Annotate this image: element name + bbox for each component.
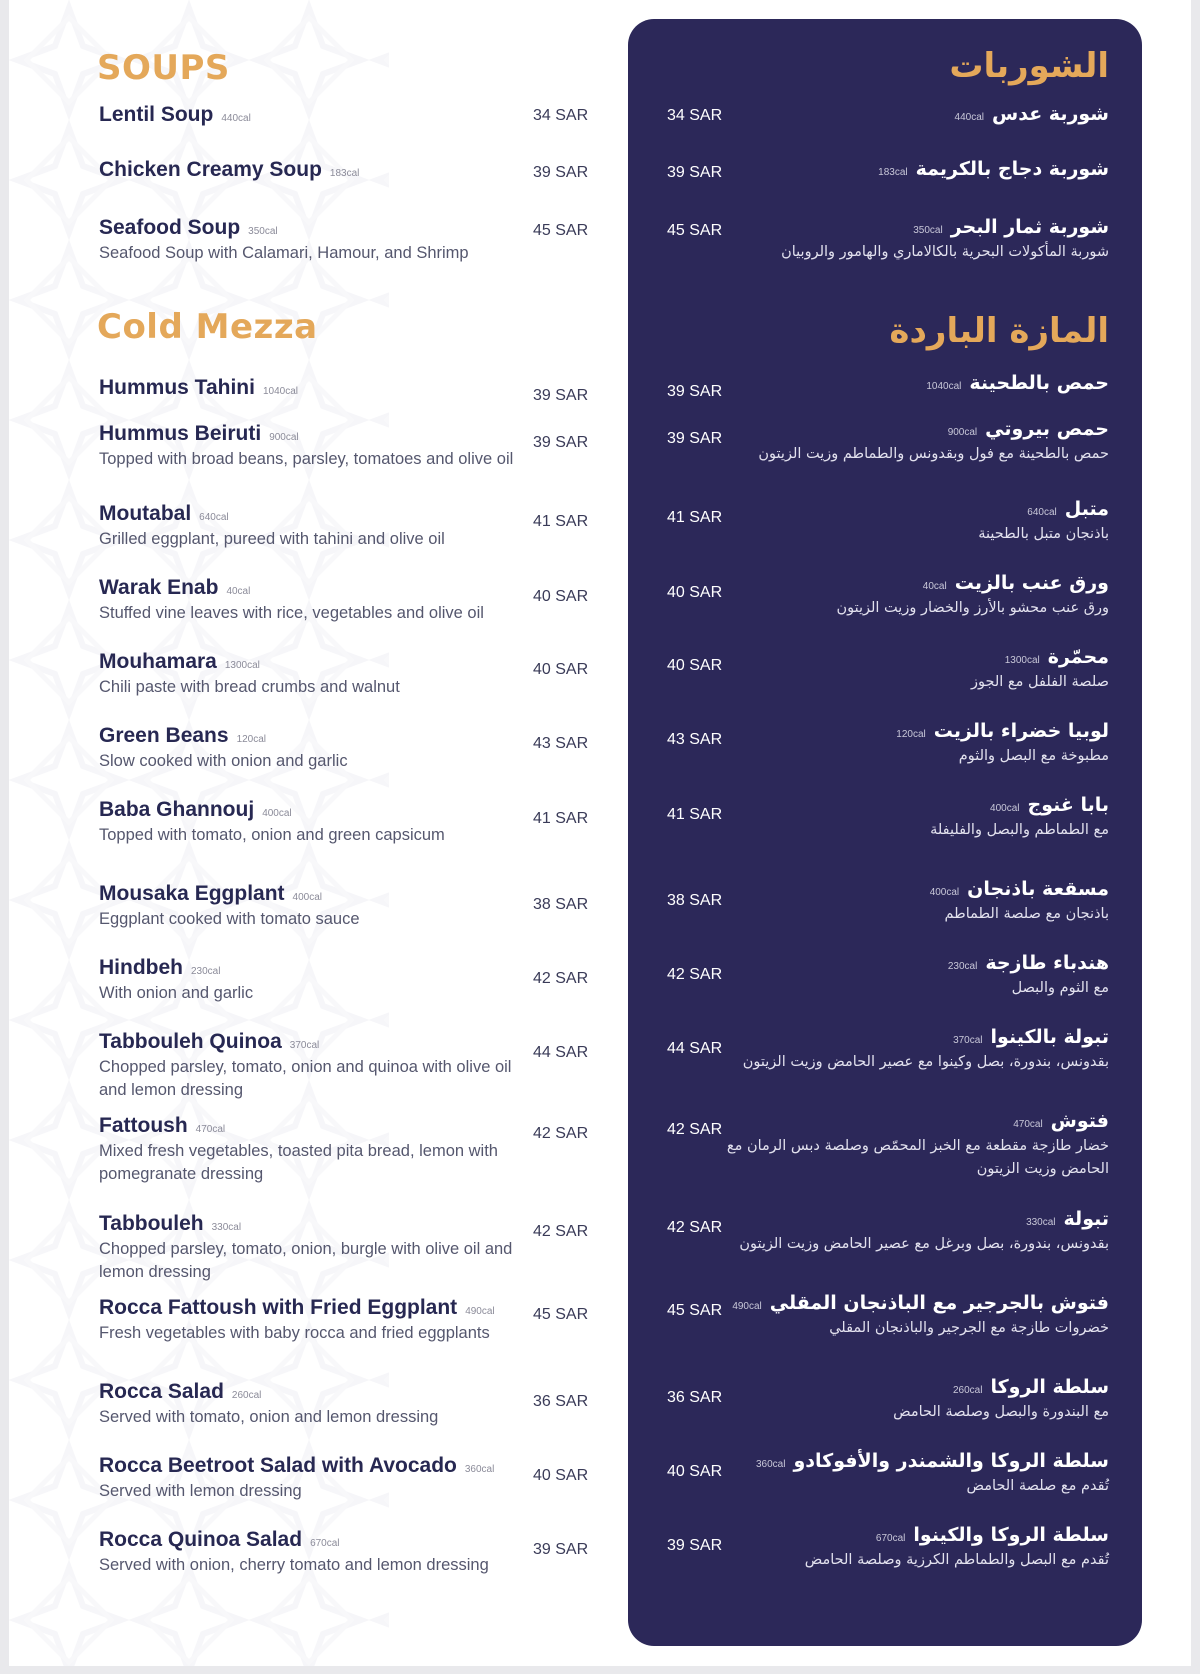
item-calories: 1300cal	[1004, 655, 1040, 666]
item-name: سلطة الروكا والشمندر والأفوكادو	[793, 1450, 1109, 1472]
item-price: 39 SAR	[533, 434, 589, 451]
item-calories: 900cal	[947, 427, 978, 438]
item-name: محمّرة	[1047, 646, 1109, 668]
item-price: 39 SAR	[533, 387, 589, 404]
item-description: Served with onion, cherry tomato and lemon dressing	[99, 1556, 489, 1574]
item-name: Mousaka Eggplant	[99, 882, 285, 905]
item-name: شوربة عدس	[992, 103, 1109, 125]
item-description: Slow cooked with onion and garlic	[99, 752, 348, 770]
item-description: صلصة الفلفل مع الجوز	[971, 674, 1109, 690]
item-name-line	[689, 1524, 1109, 1546]
item-name-line	[689, 878, 1109, 900]
item-calories: 40cal	[226, 586, 251, 597]
item-price: 45 SAR	[667, 222, 723, 239]
item-price: 44 SAR	[533, 1044, 589, 1061]
item-description: مع البندورة والبصل وصلصة الحامض	[893, 1404, 1109, 1420]
item-description: Chopped parsley, tomato, onion and quinoa with olive oil and lemon dressing	[99, 1058, 512, 1099]
item-calories: 440cal	[954, 112, 985, 123]
item-price: 42 SAR	[533, 1223, 589, 1240]
item-name: Rocca Salad	[99, 1380, 224, 1403]
item-calories: 440cal	[221, 113, 251, 124]
menu-item-ar	[689, 498, 1109, 546]
item-description: Mixed fresh vegetables, toasted pita bread, lemon with pomegranate dressing	[99, 1142, 498, 1183]
item-name-line	[689, 498, 1109, 520]
item-description: Stuffed vine leaves with rice, vegetables and olive oil	[99, 604, 484, 622]
item-calories: 120cal	[236, 734, 267, 745]
item-name: Tabbouleh	[99, 1212, 204, 1235]
item-name-line	[689, 572, 1109, 594]
item-calories: 400cal	[929, 887, 960, 898]
item-name: Lentil Soup	[99, 103, 214, 126]
item-name: تبولة	[1063, 1208, 1109, 1230]
item-price: 39 SAR	[667, 383, 723, 400]
menu-item-ar	[689, 103, 1109, 125]
item-name-line	[689, 1376, 1109, 1398]
item-name: حمص بالطحينة	[969, 372, 1109, 394]
item-price: 42 SAR	[667, 1219, 723, 1236]
item-name: سلطة الروكا والكينوا	[913, 1524, 1109, 1546]
item-price: 40 SAR	[667, 584, 723, 601]
arabic-menu-panel	[628, 19, 1142, 1646]
menu-item-en	[99, 1030, 619, 1102]
item-calories: 490cal	[465, 1306, 495, 1317]
item-name: بابا غنوج	[1027, 794, 1109, 816]
item-description: مع الطماطم والبصل والفليفلة	[930, 822, 1109, 838]
item-price: 36 SAR	[533, 1393, 589, 1410]
item-name-line	[689, 720, 1109, 742]
item-calories: 260cal	[952, 1385, 983, 1396]
item-name: مسقعة باذنجان	[967, 878, 1109, 900]
menu-item-ar	[689, 1376, 1109, 1424]
item-price: 41 SAR	[533, 513, 589, 530]
menu-item-ar	[689, 216, 1109, 264]
item-calories: 400cal	[262, 808, 292, 819]
item-description: Chili paste with bread crumbs and walnut	[99, 678, 400, 696]
item-name-line	[689, 1110, 1109, 1132]
item-description: Fresh vegetables with baby rocca and fried eggplants	[99, 1324, 490, 1342]
item-name-line	[689, 372, 1109, 394]
menu-item-ar	[689, 878, 1109, 926]
item-calories: 1300cal	[224, 660, 260, 671]
item-name: شوربة ثمار البحر	[950, 216, 1109, 238]
item-name: تبولة بالكينوا	[990, 1026, 1109, 1048]
item-name: فتوش بالجرجير مع الباذنجان المقلي	[769, 1292, 1109, 1314]
item-calories: 370cal	[289, 1040, 320, 1051]
item-price: 38 SAR	[533, 896, 589, 913]
menu-item-ar	[689, 1026, 1109, 1074]
item-name: Moutabal	[99, 502, 192, 525]
item-price: 36 SAR	[667, 1389, 723, 1406]
menu-item-ar	[689, 372, 1109, 394]
menu-item-ar	[689, 1110, 1109, 1181]
item-description: With onion and garlic	[99, 984, 254, 1002]
menu-item-ar	[689, 572, 1109, 620]
item-calories: 260cal	[231, 1390, 262, 1401]
item-calories: 360cal	[755, 1459, 786, 1470]
item-description: Grilled eggplant, pureed with tahini and olive oil	[99, 530, 445, 548]
item-name: فتوش	[1050, 1110, 1109, 1132]
item-price: 40 SAR	[667, 1463, 723, 1480]
item-name: Hummus Beiruti	[99, 422, 262, 445]
item-description: Chopped parsley, tomato, onion, burgle with olive oil and lemon dressing	[99, 1240, 513, 1281]
item-description: باذنجان مع صلصة الطماطم	[944, 906, 1109, 922]
item-name: Seafood Soup	[99, 216, 241, 239]
menu-item-ar	[689, 952, 1109, 1000]
item-price: 39 SAR	[533, 164, 589, 181]
item-calories: 640cal	[1027, 507, 1057, 518]
item-name-line	[689, 216, 1109, 238]
item-price: 42 SAR	[533, 1125, 589, 1142]
item-calories: 350cal	[913, 225, 943, 236]
item-name: متبل	[1064, 498, 1109, 520]
item-description: Eggplant cooked with tomato sauce	[99, 910, 360, 928]
item-name: سلطة الروكا	[990, 1376, 1109, 1398]
item-name: Chicken Creamy Soup	[99, 158, 322, 181]
item-calories: 470cal	[1013, 1119, 1043, 1130]
item-name: Baba Ghannouj	[99, 798, 255, 821]
item-description: Topped with broad beans, parsley, tomatoes and olive oil	[99, 450, 514, 468]
menu-item-ar	[689, 158, 1109, 180]
item-name-line	[689, 103, 1109, 125]
item-name: لوبيا خضراء بالزيت	[933, 720, 1109, 742]
item-name: Green Beans	[99, 724, 229, 747]
item-price: 42 SAR	[667, 1121, 723, 1138]
item-name-line	[689, 794, 1109, 816]
item-price: 45 SAR	[667, 1302, 723, 1319]
item-calories: 330cal	[1026, 1217, 1056, 1228]
item-name: Tabbouleh Quinoa	[99, 1030, 282, 1053]
item-calories: 900cal	[269, 432, 299, 443]
item-calories: 670cal	[310, 1538, 340, 1549]
item-name: Mouhamara	[99, 650, 217, 673]
item-price: 38 SAR	[667, 892, 723, 909]
cold-mezza-heading-ar: المازة الباردة	[889, 311, 1109, 351]
item-price: 44 SAR	[667, 1040, 723, 1057]
item-name: هندباء طازجة	[985, 952, 1109, 974]
item-calories: 670cal	[875, 1533, 906, 1544]
item-calories: 183cal	[878, 167, 908, 178]
item-calories: 330cal	[211, 1222, 242, 1233]
item-price: 39 SAR	[667, 164, 723, 181]
item-calories: 183cal	[329, 168, 360, 179]
item-price: 43 SAR	[667, 731, 723, 748]
item-calories: 400cal	[990, 803, 1020, 814]
item-description: بقدونس، بندورة، بصل وبرغل مع عصير الحامض وزيت الزيتون	[739, 1236, 1109, 1252]
item-name: Hummus Tahini	[99, 376, 255, 399]
item-name: Fattoush	[99, 1114, 188, 1137]
item-description: باذنجان متبل بالطحينة	[978, 526, 1109, 542]
soups-heading-en: SOUPS	[97, 48, 230, 88]
item-calories: 400cal	[292, 892, 322, 903]
menu-item-ar	[689, 794, 1109, 842]
item-name-line	[689, 1208, 1109, 1230]
soups-heading-ar: الشوربات	[949, 46, 1109, 86]
item-calories: 360cal	[464, 1464, 495, 1475]
item-price: 34 SAR	[533, 107, 589, 124]
item-name-line	[689, 646, 1109, 668]
item-calories: 1040cal	[926, 381, 962, 392]
item-name: Rocca Fattoush with Fried Eggplant	[99, 1296, 458, 1319]
menu-item-ar	[689, 1208, 1109, 1256]
item-price: 45 SAR	[533, 1306, 589, 1323]
item-price: 41 SAR	[533, 810, 589, 827]
item-price: 34 SAR	[667, 107, 723, 124]
item-price: 42 SAR	[533, 970, 589, 987]
item-description: مع الثوم والبصل	[1011, 980, 1109, 996]
item-price: 40 SAR	[533, 1467, 589, 1484]
item-name-line	[689, 418, 1109, 440]
item-name: Hindbeh	[99, 956, 183, 979]
item-description: خضار طازجة مقطعة مع الخبز المحمّص وصلصة دبس الرمان مع الحامض وزيت الزيتون	[726, 1138, 1109, 1177]
menu-item-ar	[689, 646, 1109, 694]
menu-item-ar	[689, 720, 1109, 768]
item-description: Seafood Soup with Calamari, Hamour, and Shrimp	[99, 244, 469, 262]
item-description: شوربة المأكولات البحرية بالكالاماري والهامور والروبيان	[781, 244, 1109, 260]
item-price: 40 SAR	[667, 657, 723, 674]
item-description: Served with tomato, onion and lemon dressing	[99, 1408, 439, 1426]
item-price: 39 SAR	[667, 430, 723, 447]
item-calories: 230cal	[191, 966, 221, 977]
item-name: حمص بيروتي	[985, 418, 1109, 440]
item-description: بقدونس، بندورة، بصل وكينوا مع عصير الحامض وزيت الزيتون	[742, 1054, 1109, 1070]
item-description: ورق عنب محشو بالأرز والخضار وزيت الزيتون	[836, 600, 1109, 616]
item-name: Rocca Quinoa Salad	[99, 1528, 303, 1551]
menu-page	[9, 0, 1191, 1666]
item-price: 39 SAR	[533, 1541, 589, 1558]
item-description: حمص بالطحينة مع فول وبقدونس والطماطم وزيت الزيتون	[758, 446, 1109, 462]
item-name-line	[689, 952, 1109, 974]
item-price: 41 SAR	[667, 509, 723, 526]
item-name: ورق عنب بالزيت	[954, 572, 1109, 594]
item-price: 40 SAR	[533, 661, 589, 678]
item-calories: 370cal	[953, 1035, 983, 1046]
item-price: 39 SAR	[667, 1537, 723, 1554]
item-calories: 230cal	[947, 961, 978, 972]
item-calories: 470cal	[195, 1124, 226, 1135]
menu-item-ar	[689, 1524, 1109, 1572]
item-calories: 40cal	[922, 581, 947, 592]
item-description: مطبوخة مع البصل والثوم	[958, 748, 1109, 764]
item-calories: 1040cal	[262, 386, 298, 397]
item-description: تُقدم مع البصل والطماطم الكرزية وصلصة الحامض	[804, 1552, 1109, 1568]
item-description: Topped with tomato, onion and green capsicum	[99, 826, 445, 844]
menu-item-ar	[689, 1292, 1109, 1340]
item-description: تُقدم مع صلصة الحامض	[966, 1478, 1109, 1494]
item-name-line	[689, 158, 1109, 180]
item-calories: 640cal	[199, 512, 229, 523]
item-name: شوربة دجاج بالكريمة	[915, 158, 1109, 180]
item-price: 42 SAR	[667, 966, 723, 983]
item-name-line	[689, 1292, 1109, 1314]
item-price: 40 SAR	[533, 588, 589, 605]
item-calories: 490cal	[732, 1301, 762, 1312]
item-name: Warak Enab	[99, 576, 219, 599]
item-name-line	[689, 1450, 1109, 1472]
item-price: 41 SAR	[667, 806, 723, 823]
item-name: Rocca Beetroot Salad with Avocado	[99, 1454, 457, 1477]
item-description: خضروات طازجة مع الجرجير والباذنجان المقلي	[829, 1320, 1109, 1336]
cold-mezza-heading-en: Cold Mezza	[97, 307, 318, 347]
menu-item-ar	[689, 1450, 1109, 1498]
item-calories: 350cal	[248, 226, 278, 237]
menu-item-ar	[689, 418, 1109, 466]
item-price: 45 SAR	[533, 222, 589, 239]
item-name-line	[689, 1026, 1109, 1048]
item-description: Served with lemon dressing	[99, 1482, 302, 1500]
item-price: 43 SAR	[533, 735, 589, 752]
item-calories: 120cal	[896, 729, 926, 740]
